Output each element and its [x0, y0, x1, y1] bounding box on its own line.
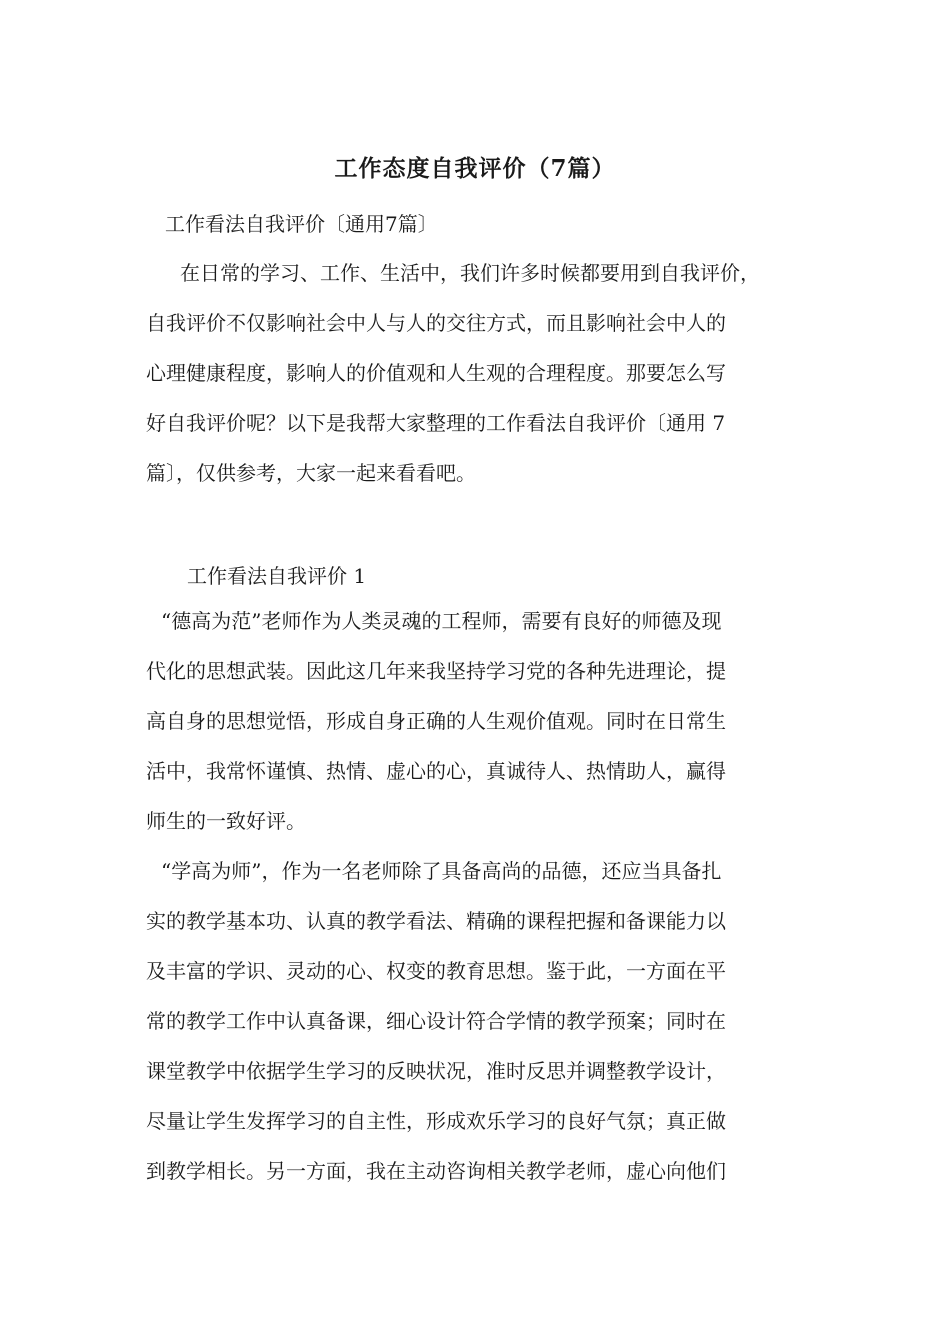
- paragraph-line: 实的教学基本功、认真的教学看法、精确的课程把握和备课能力以: [146, 909, 726, 933]
- paragraph-line: 课堂教学中依据学生学习的反映状况，准时反思并调整教学设计，: [146, 1059, 726, 1083]
- paragraph-line: “德高为范”老师作为人类灵魂的工程师，需要有良好的师德及现: [161, 609, 722, 633]
- document-subtitle: 工作看法自我评价〔通用7篇〕: [165, 212, 438, 236]
- paragraph-2: [146, 846, 826, 1196]
- section-heading: 工作看法自我评价 1: [187, 564, 367, 588]
- document-title: 工作态度自我评价（7篇）: [334, 155, 616, 182]
- paragraph-1: [146, 596, 826, 846]
- paragraph-line: 代化的思想武装。因此这几年来我坚持学习党的各种先进理论，提: [146, 659, 726, 683]
- intro-line: 自我评价不仅影响社会中人与人的交往方式，而且影响社会中人的: [146, 311, 726, 335]
- intro-line: 好自我评价呢？以下是我帮大家整理的工作看法自我评价〔通用 7: [146, 411, 726, 435]
- intro-line: 篇〕，仅供参考，大家一起来看看吧。: [146, 461, 476, 485]
- paragraph-line: 尽量让学生发挥学习的自主性，形成欢乐学习的良好气氛；真正做: [146, 1109, 726, 1133]
- paragraph-line: “学高为师”，作为一名老师除了具备高尚的品德，还应当具备扎: [161, 859, 722, 883]
- intro-line: 在日常的学习、工作、生活中，我们许多时候都要用到自我评价，: [180, 261, 760, 285]
- paragraph-line: 师生的一致好评。: [146, 809, 306, 833]
- paragraph-line: 活中，我常怀谨慎、热情、虚心的心，真诚待人、热情助人，赢得: [146, 759, 726, 783]
- paragraph-line: 及丰富的学识、灵动的心、权变的教育思想。鉴于此，一方面在平: [146, 959, 726, 983]
- paragraph-line: 常的教学工作中认真备课，细心设计符合学情的教学预案；同时在: [146, 1009, 726, 1033]
- paragraph-line: 到教学相长。另一方面，我在主动咨询相关教学老师，虚心向他们: [146, 1159, 726, 1183]
- intro-paragraph: [146, 248, 826, 498]
- intro-line: 心理健康程度，影响人的价值观和人生观的合理程度。那要怎么写: [146, 361, 726, 385]
- paragraph-line: 高自身的思想觉悟，形成自身正确的人生观价值观。同时在日常生: [146, 709, 726, 733]
